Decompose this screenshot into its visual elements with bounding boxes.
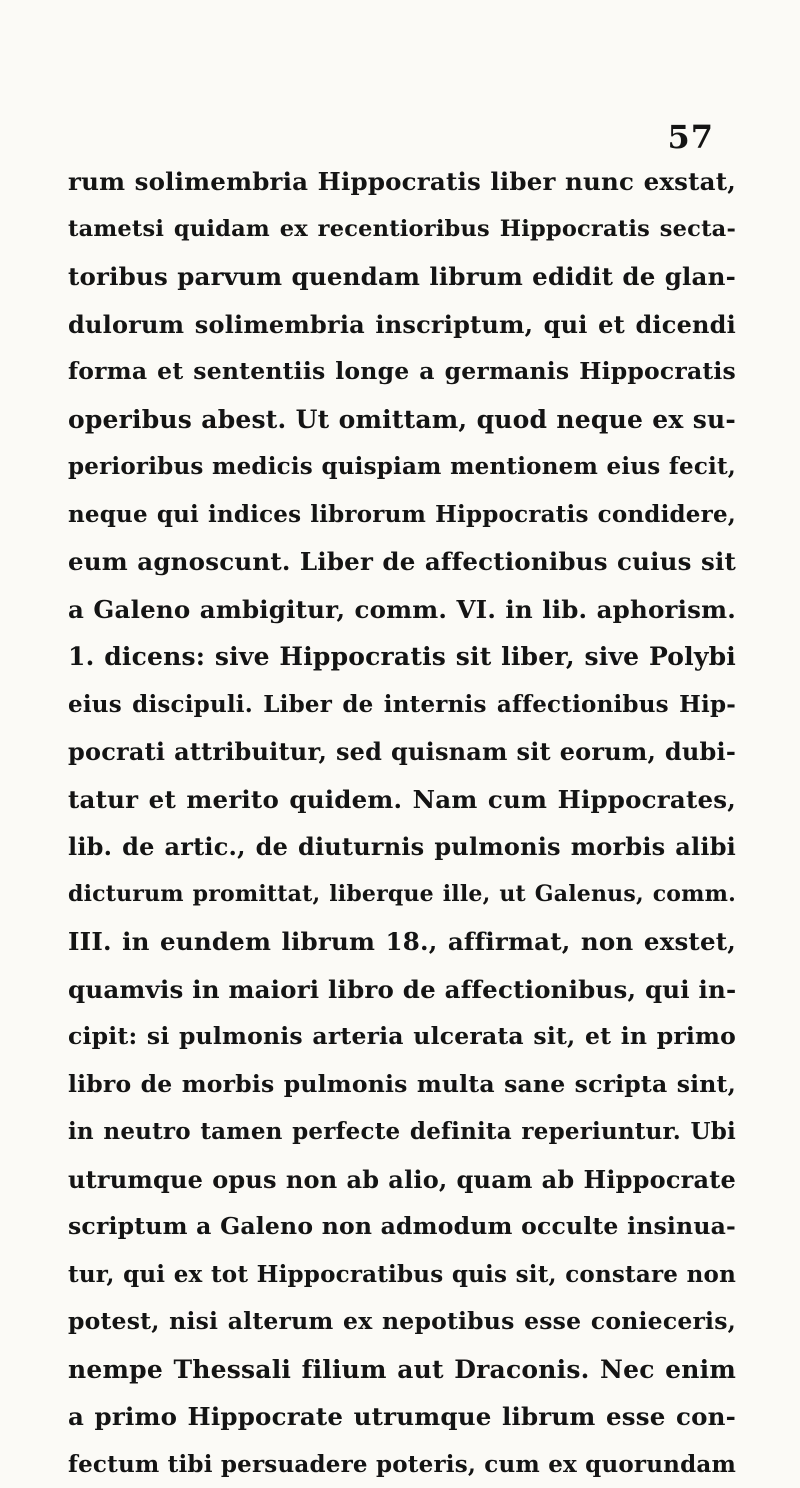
text-line: III. in eundem librum 18., affirmat, non exstet, (68, 918, 736, 966)
text-line: dicturum promittat, liberque ille, ut Galenus, comm. (68, 871, 736, 919)
text-line: potest, nisi alterum ex nepotibus esse conieceris, (68, 1298, 736, 1346)
text-line: pocrati attribuitur, sed quisnam sit eorum, dubi- (68, 728, 736, 776)
text-line: operibus abest. Ut omittam, quod neque ex su- (68, 396, 736, 444)
text-line: eius discipuli. Liber de internis affectionibus Hip- (68, 681, 736, 729)
text-line: dulorum solimembria inscriptum, qui et dicendi (68, 301, 736, 349)
text-line: quamvis in maiori libro de affectionibus, qui in- (68, 966, 736, 1014)
body-text (68, 158, 736, 1488)
text-line: fectum tibi persuadere poteris, cum ex quorundam (68, 1441, 736, 1488)
text-line: neque qui indices librorum Hippocratis condidere, (68, 491, 736, 539)
text-line: rum solimembria Hippocratis liber nunc exstat, (68, 158, 736, 206)
text-line: nempe Thessali filium aut Draconis. Nec enim (68, 1346, 736, 1394)
text-line: perioribus medicis quispiam mentionem eius fecit, (68, 443, 736, 491)
text-line: scriptum a Galeno non admodum occulte insinua- (68, 1203, 736, 1251)
text-line: libro de morbis pulmonis multa sane scripta sint, (68, 1061, 736, 1109)
text-line: tatur et merito quidem. Nam cum Hippocrates, (68, 776, 736, 824)
text-line: cipit: si pulmonis arteria ulcerata sit, et in primo (68, 1013, 736, 1061)
text-line: 1. dicens: sive Hippocratis sit liber, sive Polybi (68, 633, 736, 681)
text-line: tametsi quidam ex recentioribus Hippocratis secta- (68, 206, 736, 254)
text-line: utrumque opus non ab alio, quam ab Hippocrate (68, 1156, 736, 1204)
text-line: lib. de artic., de diuturnis pulmonis morbis alibi (68, 823, 736, 871)
text-line: eum agnoscunt. Liber de affectionibus cuius sit (68, 538, 736, 586)
text-line: a Galeno ambigitur, comm. VI. in lib. aphorism. (68, 586, 736, 634)
text-line: forma et sententiis longe a germanis Hippocratis (68, 348, 736, 396)
text-line: a primo Hippocrate utrumque librum esse con- (68, 1393, 736, 1441)
page-number: 57 (667, 118, 714, 156)
text-line: tur, qui ex tot Hippocratibus quis sit, constare non (68, 1251, 736, 1299)
text-line: in neutro tamen perfecte definita reperiuntur. Ubi (68, 1108, 736, 1156)
text-line: toribus parvum quendam librum edidit de glan- (68, 253, 736, 301)
